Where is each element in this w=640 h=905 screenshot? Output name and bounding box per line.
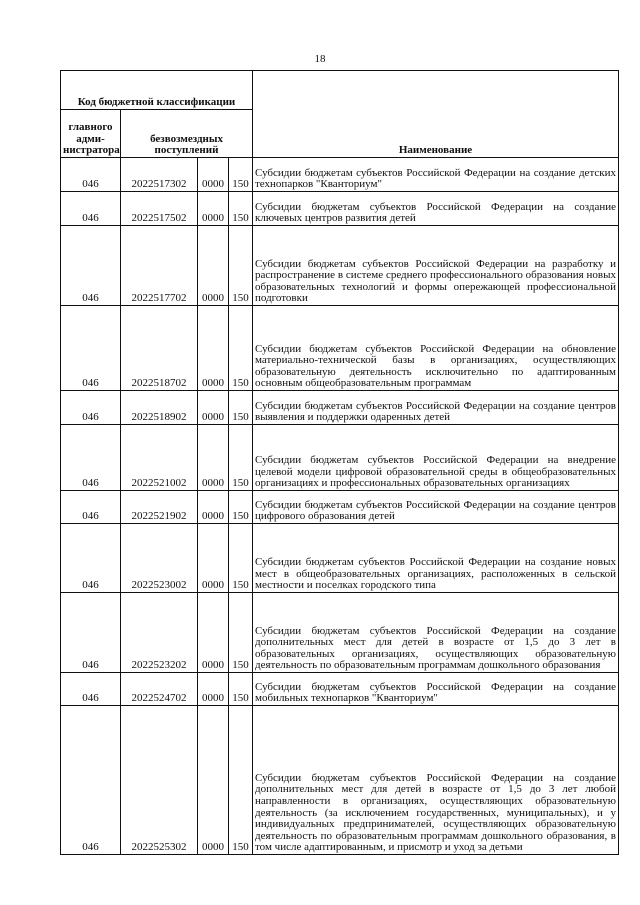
subtype-code-cell: 0000 (198, 226, 229, 306)
subtype-code-cell: 0000 (198, 391, 229, 425)
subtype-code-cell: 0000 (198, 192, 229, 226)
name-cell: Субсидии бюджетам субъектов Российской Федерации на создание детских технопарков "Кванториум" (253, 158, 619, 192)
classification-code-cell: 150 (229, 524, 253, 593)
table-row (61, 306, 619, 391)
classification-code-cell: 150 (229, 593, 253, 673)
name-cell: Субсидии бюджетам субъектов Российской Федерации на создание новых мест в общеобразовательных организациях, расположенных в сельской местности и поселках городского типа (253, 524, 619, 593)
table-row (61, 491, 619, 524)
table-row (61, 226, 619, 306)
subtype-code-cell: 0000 (198, 425, 229, 491)
classification-code-cell: 150 (229, 706, 253, 855)
name-cell: Субсидии бюджетам субъектов Российской Федерации на создание центров выявления и поддержки одаренных детей (253, 391, 619, 425)
subtype-code-cell: 0000 (198, 491, 229, 524)
revenue-code-cell: 2022523002 (121, 524, 198, 593)
admin-code-cell: 046 (61, 491, 121, 524)
revenue-code-cell: 2022518902 (121, 391, 198, 425)
revenue-code-cell: 2022521902 (121, 491, 198, 524)
name-cell: Субсидии бюджетам субъектов Российской Федерации на создание дополнительных мест для детей в возрасте от 1,5 до 3 лет любой направленности в организациях, осуществляющих образовательную деятельность (за исключением государственных, муниципальных), и у индивидуальных предпринимателей, осуществляющих образовательную деятельность по образовательным программам дошкольного образования, в том числе адаптированным, и присмотр и уход за детьми (253, 706, 619, 855)
name-cell: Субсидии бюджетам субъектов Российской Федерации на обновление материально-технической базы в организациях, осуществляющих образовательную деятельность исключительно по адаптированным основным общеобразовательным программам (253, 306, 619, 391)
revenue-code-cell: 2022521002 (121, 425, 198, 491)
subtype-code-cell: 0000 (198, 158, 229, 192)
name-cell: Субсидии бюджетам субъектов Российской Федерации на создание ключевых центров развития детей (253, 192, 619, 226)
revenue-code-cell: 2022523202 (121, 593, 198, 673)
table-row (61, 391, 619, 425)
classification-code-cell: 150 (229, 226, 253, 306)
revenue-code-cell: 2022524702 (121, 673, 198, 706)
name-cell: Субсидии бюджетам субъектов Российской Федерации на создание центров цифрового образования детей (253, 491, 619, 524)
admin-code-cell: 046 (61, 226, 121, 306)
classification-code-cell: 150 (229, 391, 253, 425)
table-row (61, 593, 619, 673)
header-row-group (61, 71, 619, 110)
table-row (61, 192, 619, 226)
classification-code-cell: 150 (229, 673, 253, 706)
classification-code-cell: 150 (229, 306, 253, 391)
admin-code-cell: 046 (61, 425, 121, 491)
name-cell: Субсидии бюджетам субъектов Российской Федерации на внедрение целевой модели цифровой образовательной среды в общеобразовательных организациях и профессиональных образовательных организациях (253, 425, 619, 491)
admin-code-cell: 046 (61, 158, 121, 192)
classification-code-cell: 150 (229, 158, 253, 192)
admin-code-cell: 046 (61, 706, 121, 855)
header-gratuitous-receipts: безвозмездных поступлений (121, 110, 253, 158)
admin-code-cell: 046 (61, 673, 121, 706)
page-number: 18 (314, 53, 326, 65)
revenue-code-cell: 2022517302 (121, 158, 198, 192)
admin-code-cell: 046 (61, 306, 121, 391)
name-cell: Субсидии бюджетам субъектов Российской Федерации на создание дополнительных мест для детей в возрасте от 1,5 до 3 лет в образовательных организациях, осуществляющих образовательную деятельность по образовательным программам дошкольного образования (253, 593, 619, 673)
header-classification-code: Код бюджетной классификации (61, 71, 253, 110)
revenue-code-cell: 2022517702 (121, 226, 198, 306)
name-cell: Субсидии бюджетам субъектов Российской Федерации на создание мобильных технопарков "Кванториум" (253, 673, 619, 706)
classification-code-cell: 150 (229, 491, 253, 524)
table-row (61, 706, 619, 855)
budget-classification-table (60, 70, 619, 855)
subtype-code-cell: 0000 (198, 593, 229, 673)
header-main-administrator: главного адми-нистратора (61, 110, 121, 158)
table-row (61, 425, 619, 491)
table-row (61, 673, 619, 706)
header-name: Наименование (253, 71, 619, 158)
admin-code-cell: 046 (61, 524, 121, 593)
name-cell: Субсидии бюджетам субъектов Российской Федерации на разработку и распространение в системе среднего профессионального образования новых образовательных технологий и формы опережающей профессиональной подготовки (253, 226, 619, 306)
admin-code-cell: 046 (61, 593, 121, 673)
subtype-code-cell: 0000 (198, 524, 229, 593)
revenue-code-cell: 2022518702 (121, 306, 198, 391)
table-row (61, 158, 619, 192)
admin-code-cell: 046 (61, 391, 121, 425)
classification-code-cell: 150 (229, 192, 253, 226)
subtype-code-cell: 0000 (198, 673, 229, 706)
subtype-code-cell: 0000 (198, 706, 229, 855)
classification-code-cell: 150 (229, 425, 253, 491)
table-row (61, 524, 619, 593)
admin-code-cell: 046 (61, 192, 121, 226)
subtype-code-cell: 0000 (198, 306, 229, 391)
revenue-code-cell: 2022525302 (121, 706, 198, 855)
revenue-code-cell: 2022517502 (121, 192, 198, 226)
